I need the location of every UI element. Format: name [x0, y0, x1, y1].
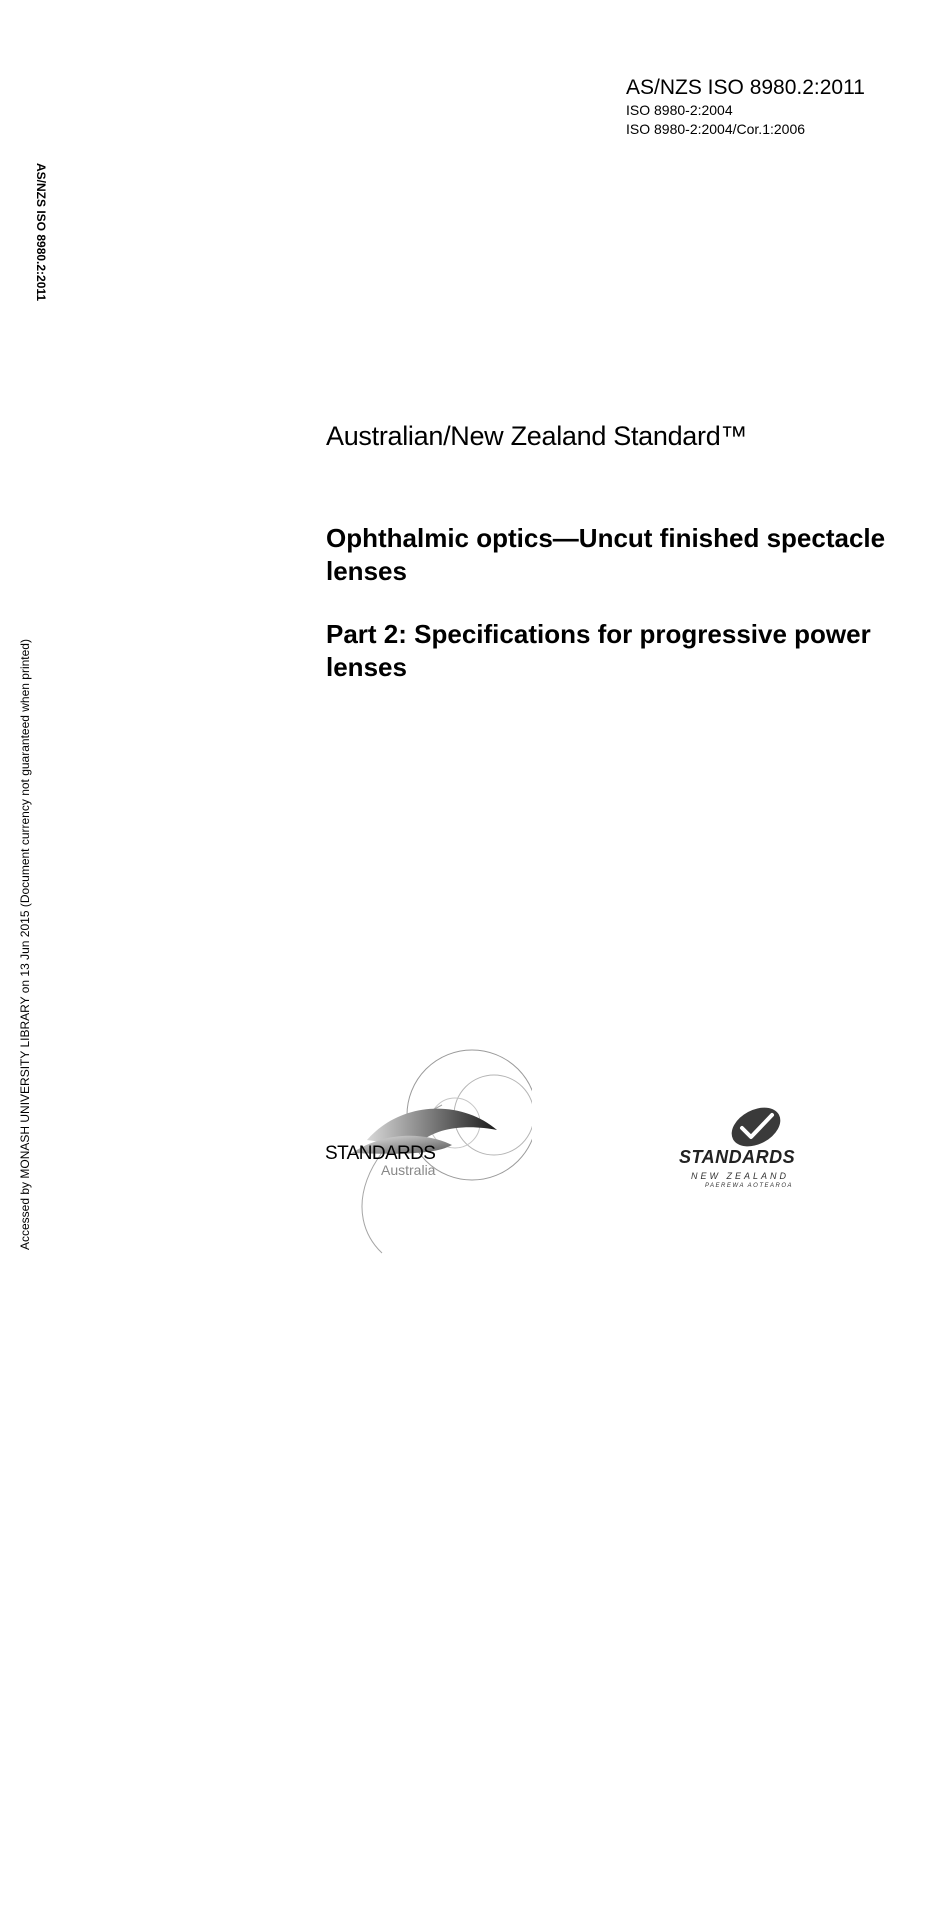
spine-label-container	[28, 163, 48, 343]
access-note-container	[18, 639, 38, 1910]
iso-reference-1: ISO 8980-2:2004	[626, 102, 733, 118]
standards-nz-sub: NEW ZEALAND	[691, 1171, 790, 1181]
standards-nz-maori: PAEREWA AOTEAROA	[705, 1183, 794, 1189]
standards-new-zealand-logo	[676, 1103, 826, 1193]
access-note: Accessed by MONASH UNIVERSITY LIBRARY on 13 Jun 2015 (Document currency not guaranteed when printed)	[18, 639, 32, 1250]
standard-type: Australian/New Zealand Standard™	[326, 421, 748, 451]
standards-nz-emblem	[676, 1103, 826, 1151]
document-title: Ophthalmic optics—Uncut finished spectacle lenses	[326, 523, 886, 586]
standards-australia-word: STANDARDS	[325, 1143, 436, 1164]
iso-reference-2: ISO 8980-2:2004/Cor.1:2006	[626, 121, 806, 137]
standards-australia-sub: Australia	[381, 1162, 436, 1178]
part-title: Part 2: Specifications for progressive power lenses	[326, 619, 871, 682]
standards-australia-logo	[322, 1045, 532, 1255]
spine-label: AS/NZS ISO 8980.2:2011	[34, 163, 48, 302]
standards-nz-word: STANDARDS	[679, 1147, 796, 1167]
designation: AS/NZS ISO 8980.2:2011	[626, 76, 865, 99]
